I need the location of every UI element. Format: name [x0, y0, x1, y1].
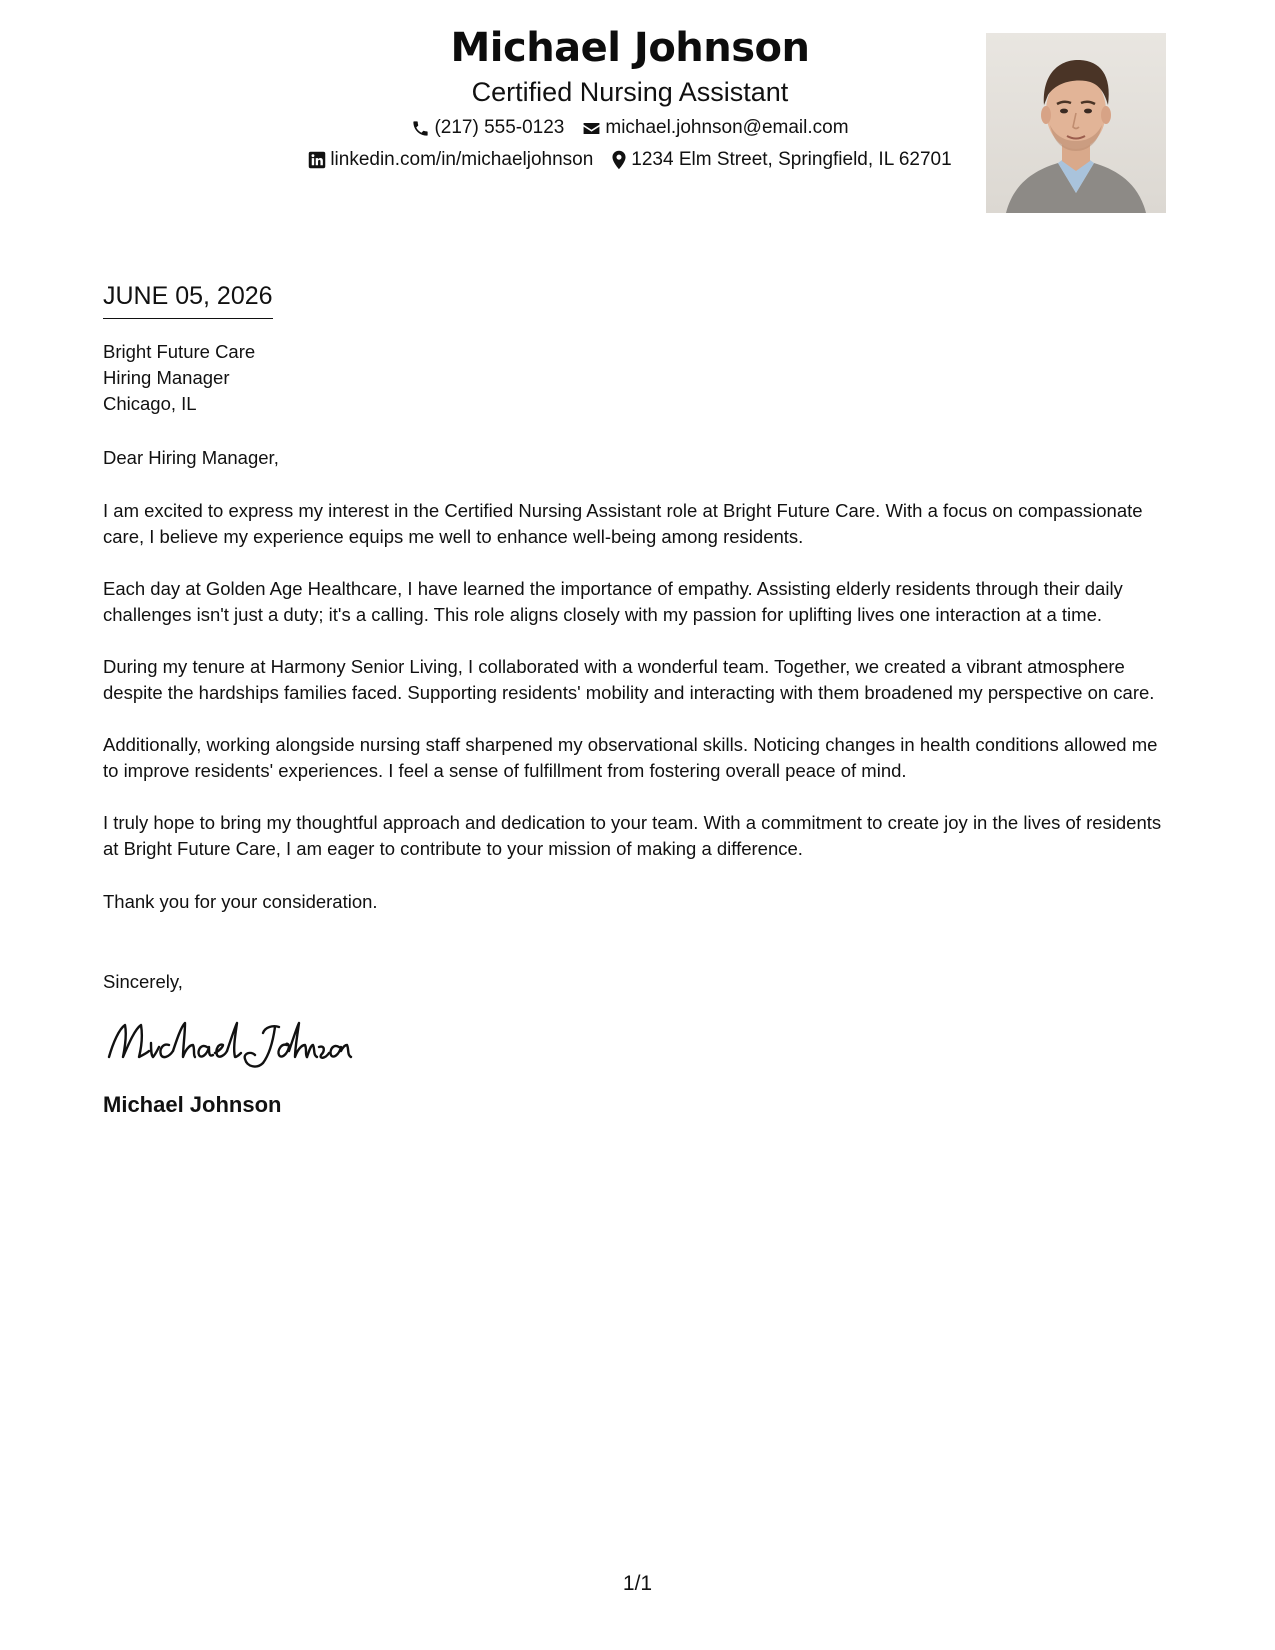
letter-header [0, 20, 1275, 220]
recipient-location: Chicago, IL [103, 393, 197, 414]
profile-photo [986, 33, 1166, 213]
letter-paragraphs [103, 498, 1173, 862]
paragraph-golden-age: Each day at Golden Age Healthcare, I have learned the importance of empathy. Assisting elderly residents through their daily challenges isn't just a duty; it's a calling. This role aligns closely with my passion for uplifting lives one interaction at a time. [103, 578, 1123, 625]
phone-contact [411, 116, 564, 140]
closing-line: Thank you for your consideration. [103, 891, 378, 912]
letter-date: JUNE 05, 2026 [103, 280, 273, 319]
salutation: Dear Hiring Manager, [103, 447, 279, 468]
applicant-job-title: Certified Nursing Assistant [471, 77, 789, 107]
email-contact[interactable] [582, 116, 848, 140]
map-pin-icon [611, 150, 627, 170]
paragraph-conclusion: I truly hope to bring my thoughtful approach and dedication to your team. With a commitment to create joy in the lives of residents at Bright Future Care, I am eager to contribute to your mission of making a difference. [103, 812, 1162, 859]
phone-number: (217) 555-0123 [434, 117, 565, 138]
phone-icon [411, 119, 430, 138]
handwritten-signature [103, 1013, 363, 1073]
recipient-company: Bright Future Care [103, 341, 256, 362]
paragraph-observation: Additionally, working alongside nursing staff sharpened my observational skills. Noticing changes in health conditions allowed me to improve residents' experiences. I feel a sense of fulfillment from fostering overall peace of mind. [103, 734, 1158, 781]
linkedin-contact[interactable] [308, 148, 593, 172]
linkedin-icon [308, 151, 326, 169]
linkedin-url[interactable]: linkedin.com/in/michaeljohnson [330, 149, 594, 170]
recipient-title: Hiring Manager [103, 367, 230, 388]
header-text-block [230, 20, 1030, 172]
recipient-block [103, 339, 1173, 417]
paragraph-intro: I am excited to express my interest in the Certified Nursing Assistant role at Bright Future Care. With a focus on compassionate care, I believe my experience equips me well to enhance well-being among residents. [103, 500, 1143, 547]
street-address: 1234 Elm Street, Springfield, IL 62701 [631, 149, 952, 170]
page-number: 1/1 [622, 1572, 653, 1595]
signer-name: Michael Johnson [103, 1092, 282, 1117]
email-address[interactable]: michael.johnson@email.com [605, 117, 849, 138]
address-contact [611, 148, 951, 172]
paragraph-harmony: During my tenure at Harmony Senior Living, I collaborated with a wonderful team. Together, we created a vibrant atmosphere despite the hardships families faced. Supporting residents' mobility and interacting with them broadened my perspective on care. [103, 656, 1155, 703]
contact-row-secondary [230, 148, 1030, 172]
sign-off: Sincerely, [103, 971, 183, 992]
contact-row-primary [230, 116, 1030, 140]
applicant-name: Michael Johnson [450, 25, 810, 71]
envelope-icon [582, 119, 601, 138]
letter-body [103, 280, 1173, 1119]
